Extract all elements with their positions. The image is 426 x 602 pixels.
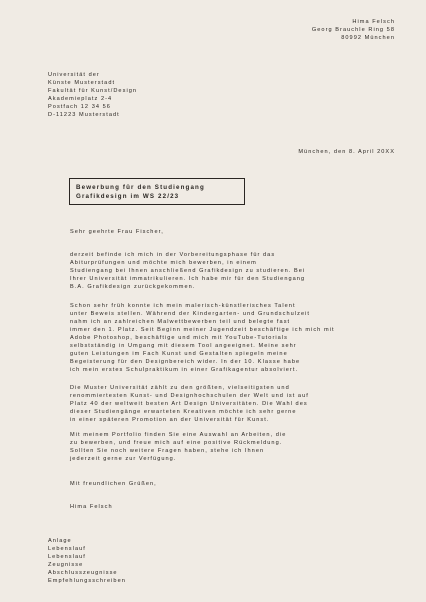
paragraph-line: derzeit befinde ich mich in der Vorbereitungsphase für das bbox=[70, 252, 276, 258]
letter-date: München, den 8. April 20XX bbox=[298, 149, 395, 155]
paragraph-line: Schon sehr früh konnte ich mein malerisch-künstlerisches Talent bbox=[70, 303, 296, 309]
paragraph-1 bbox=[70, 251, 305, 291]
recipient-line: Postfach 12 34 56 bbox=[48, 104, 111, 110]
attachment-item: Lebenslauf bbox=[48, 546, 86, 552]
paragraph-line: Mit meinem Portfolio finden Sie eine Auswahl an Arbeiten, die bbox=[70, 432, 287, 438]
attachment-item: Lebenslauf bbox=[48, 554, 86, 560]
recipient-line: Fakultät für Kunst/Design bbox=[48, 88, 138, 94]
attachment-item: Abschlusszeugnisse bbox=[48, 570, 118, 576]
recipient-line: Künste Musterstadt bbox=[48, 80, 116, 86]
closing: Mit freundlichen Grüßen, bbox=[70, 481, 157, 487]
paragraph-line: dieser Studiengänge erwarteten Kreativen möchte ich sehr gerne bbox=[70, 409, 297, 415]
paragraph-line: selbstständig in Umgang mit diesem Tool angeeignet. Meine sehr bbox=[70, 343, 297, 349]
salutation: Sehr geehrte Frau Fischer, bbox=[70, 229, 164, 235]
signature: Hima Felsch bbox=[70, 504, 113, 510]
sender-address bbox=[312, 18, 395, 42]
paragraph-line: in einer späteren Promotion an der Universität für Kunst. bbox=[70, 417, 270, 423]
sender-city: 80992 München bbox=[341, 35, 395, 41]
paragraph-line: Ihrer Universität immatrikulieren. Ich habe mir für den Studiengang bbox=[70, 276, 306, 282]
recipient-line: Universität der bbox=[48, 72, 100, 78]
paragraph-line: Studiengang bei Ihnen anschließend Grafikdesign zu studieren. Bei bbox=[70, 268, 306, 274]
attachment-item: Empfehlungsschreiben bbox=[48, 578, 126, 584]
paragraph-line: Sollten Sie noch weitere Fragen haben, stehe ich Ihnen bbox=[70, 448, 265, 454]
paragraph-line: renommiertesten Kunst- und Designhochschulen der Welt und ist auf bbox=[70, 393, 309, 399]
sender-name: Hima Felsch bbox=[352, 19, 395, 25]
recipient-address bbox=[48, 71, 137, 119]
paragraph-3 bbox=[70, 384, 309, 424]
paragraph-line: Begeisterung für den Designbereich wider. In der 10. Klasse habe bbox=[70, 359, 301, 365]
subject-line-1: Bewerbung für den Studiengang bbox=[76, 184, 205, 191]
paragraph-line: jederzeit gerne zur Verfügung. bbox=[70, 456, 177, 462]
paragraph-line: Die Muster Universität zählt zu den größten, vielseitigsten und bbox=[70, 385, 290, 391]
paragraph-2 bbox=[70, 302, 335, 374]
paragraph-4 bbox=[70, 431, 286, 463]
attachment-item: Zeugnisse bbox=[48, 562, 84, 568]
sender-street: Georg Brauchle Ring 58 bbox=[311, 27, 395, 33]
subject-line-2: Grafikdesign im WS 22/23 bbox=[76, 193, 180, 200]
paragraph-line: B.A. Grafikdesign zurückgekommen. bbox=[70, 284, 196, 290]
paragraph-line: Platz 40 der weltweit besten Art Design Universitäten. Die Wahl des bbox=[70, 401, 308, 407]
paragraph-line: Abiturprüfungen und möchte mich bewerben, in einem bbox=[70, 260, 257, 266]
subject-box bbox=[69, 178, 245, 205]
paragraph-line: guten Leistungen im Fach Kunst und Gestalten spiegeln meine bbox=[70, 351, 288, 357]
paragraph-line: ich mein erstes Schulpraktikum in einer Grafikagentur absolviert. bbox=[70, 367, 299, 373]
recipient-line: Akademieplatz 2-4 bbox=[48, 96, 113, 102]
paragraph-line: nahm ich an zahlreichen Malwettbewerben teil und belegte fast bbox=[70, 319, 291, 325]
attachments-heading: Anlage bbox=[48, 538, 72, 544]
subject-line bbox=[76, 183, 205, 201]
paragraph-line: zu bewerben, und freue mich auf eine positive Rückmeldung. bbox=[70, 440, 283, 446]
recipient-line: D-11223 Musterstadt bbox=[48, 112, 120, 118]
paragraph-line: unter Beweis stellen. Während der Kindergarten- und Grundschulzeit bbox=[70, 311, 311, 317]
paragraph-line: immer den 1. Platz. Seit Beginn meiner Jugendzeit beschäftige ich mich mit bbox=[70, 327, 335, 333]
paragraph-line: Adobe Photoshop, beschäftige und mich mit YouTube-Tutorials bbox=[70, 335, 288, 341]
attachments-list bbox=[48, 537, 126, 585]
